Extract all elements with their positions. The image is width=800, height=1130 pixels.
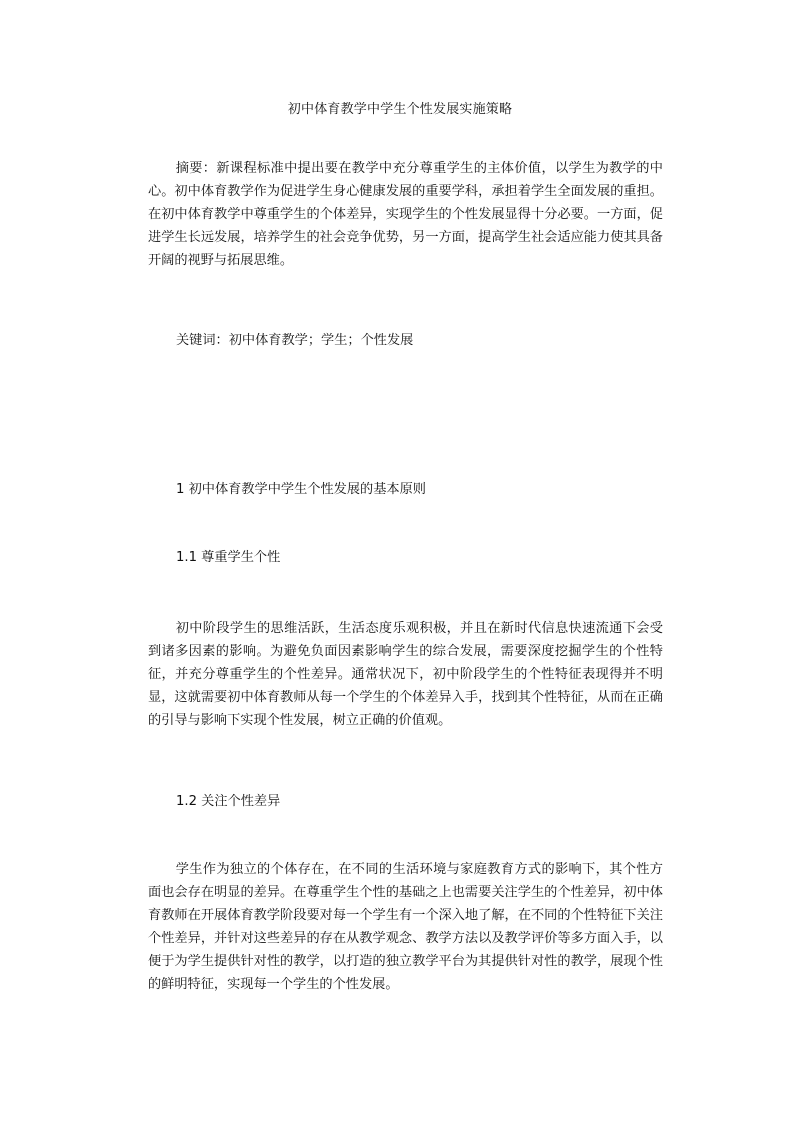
section-1-heading: 1 初中体育教学中学生个性发展的基本原则: [176, 482, 426, 497]
section-1-1-paragraph: 初中阶段学生的思维活跃，生活态度乐观积极，并且在新时代信息快速流通下会受到诸多因素的影响。为避免负面因素影响学生的综合发展，需要深度挖掘学生的个性特征，并充分尊重学生的个性差异。通常状况下，初中阶段学生的个性特征表现得并不明显，这就需要初中体育教师从每一个学生的个体差异入手，找到其个性特征，从而在正确的引导与影响下实现个性发展，树立正确的价值观。: [148, 621, 663, 728]
abstract-paragraph: 摘要：新课程标准中提出要在教学中充分尊重学生的主体价值，以学生为教学的中心。初中体育教学作为促进学生身心健康发展的重要学科，承担着学生全面发展的重担。在初中体育教学中尊重学生的个体差异，实现学生的个性发展显得十分必要。一方面，促进学生长远发展，培养学生的社会竞争优势，另一方面，提高学生社会适应能力使其具备开阔的视野与拓展思维。: [148, 161, 663, 268]
section-1-1-heading: 1.1 尊重学生个性: [176, 550, 281, 565]
section-1-2-paragraph: 学生作为独立的个体存在，在不同的生活环境与家庭教育方式的影响下，其个性方面也会存在明显的差异。在尊重学生个性的基础之上也需要关注学生的个性差异，初中体育教师在开展体育教学阶段要对每一个学生有一个深入地了解，在不同的个性特征下关注个性差异，并针对这些差异的存在从教学观念、教学方法以及教学评价等多方面入手，以便于为学生提供针对性的教学，以打造的独立教学平台为其提供针对性的教学，展现个性的鲜明特征，实现每一个学生的个性发展。: [148, 862, 663, 992]
document-title: 初中体育教学中学生个性发展实施策略: [287, 102, 513, 117]
keywords-line: 关键词：初中体育教学；学生；个性发展: [176, 333, 414, 348]
section-1-2-heading: 1.2 关注个性差异: [176, 794, 281, 809]
